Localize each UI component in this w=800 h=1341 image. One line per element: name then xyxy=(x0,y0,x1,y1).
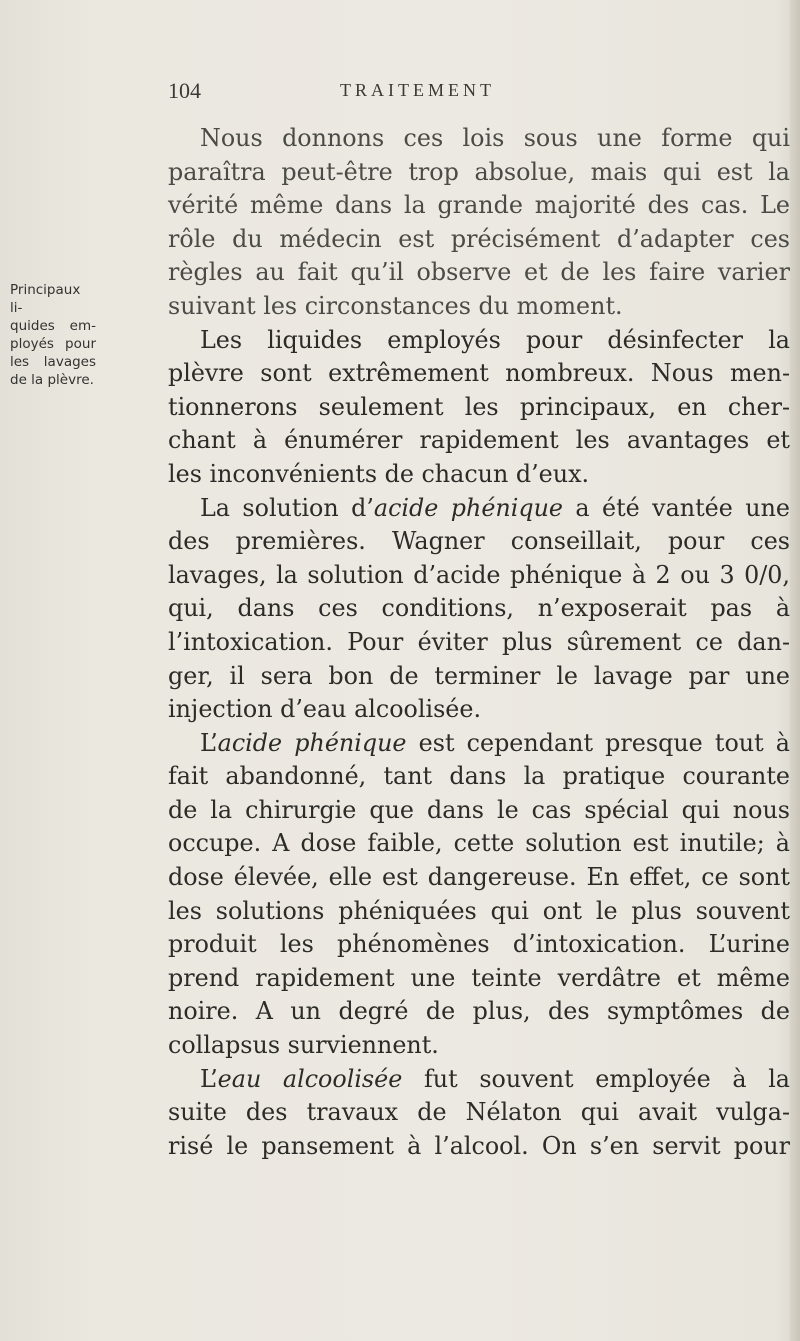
margin-note xyxy=(10,281,96,389)
margin-note-line: Principaux li- xyxy=(10,282,81,316)
text-line xyxy=(168,492,790,526)
page-number: 104 xyxy=(168,78,201,103)
text-line: Nous donnons ces lois sous une forme qui xyxy=(200,124,790,152)
text-line: les inconvénients de chacun d’eux. xyxy=(168,459,590,488)
text-run: fut souvent employée à la xyxy=(402,1064,790,1093)
text-line: lavages, la solution d’acide phénique à 2 ou 3 0/0, xyxy=(168,560,790,589)
text-run: L’ xyxy=(200,1064,218,1093)
italic-term: acide phénique xyxy=(217,728,407,757)
text-line: de la chirurgie que dans le cas spécial qui nous xyxy=(168,795,790,824)
text-line: injection d’eau alcoolisée. xyxy=(168,695,482,724)
text-line: Les liquides employés pour désinfecter la xyxy=(200,325,790,354)
text-line: risé le pansement à l’alcool. On s’en servit pour xyxy=(168,1131,790,1160)
text-run: est cependant presque tout à xyxy=(406,728,790,757)
text-line: paraîtra peut-être trop absolue, mais qui est la xyxy=(168,157,790,186)
text-run: a été vantée une xyxy=(563,493,790,522)
italic-term: eau alcoolisée xyxy=(217,1064,403,1093)
text-line: plèvre sont extrêmement nombreux. Nous men- xyxy=(168,359,790,388)
text-line: fait abandonné, tant dans la pratique courante xyxy=(168,762,790,791)
margin-note-line: de la plèvre. xyxy=(10,372,94,388)
text-line: produit les phénomènes d’intoxication. L’urine xyxy=(168,930,790,959)
text-line: l’intoxication. Pour éviter plus sûrement ce dan- xyxy=(168,627,790,656)
text-line: chant à énumérer rapidement les avantages et xyxy=(168,426,790,455)
body-text xyxy=(168,122,790,1163)
text-line: ger, il sera bon de terminer le lavage par une xyxy=(168,661,790,690)
text-run: La solution d’ xyxy=(200,493,374,522)
margin-note-line: quides em- xyxy=(10,318,96,334)
page-edge xyxy=(790,0,800,1341)
text-line: dose élevée, elle est dangereuse. En effet, ce sont xyxy=(168,863,790,892)
text-line: vérité même dans la grande majorité des cas. Le xyxy=(168,191,790,220)
text-line xyxy=(168,727,790,761)
italic-term: acide phénique xyxy=(373,493,563,522)
text-line: tionnerons seulement les principaux, en cher- xyxy=(168,392,790,421)
text-run: L’ xyxy=(200,728,218,757)
text-line: suite des travaux de Nélaton qui avait vulga- xyxy=(168,1098,790,1127)
text-line: suivant les circonstances du moment. xyxy=(168,291,623,320)
text-line xyxy=(168,1063,790,1097)
text-line: des premières. Wagner conseillait, pour ces xyxy=(168,527,790,556)
text-line: les solutions phéniquées qui ont le plus souvent xyxy=(168,896,790,925)
text-line: prend rapidement une teinte verdâtre et même xyxy=(168,963,790,992)
text-line: collapsus surviennent. xyxy=(168,1031,439,1060)
text-line: noire. A un degré de plus, des symptômes de xyxy=(168,997,790,1026)
margin-note-line: les lavages xyxy=(10,354,96,370)
text-line: qui, dans ces conditions, n’exposerait pas à xyxy=(168,594,790,623)
text-line: rôle du médecin est précisément d’adapter ces xyxy=(168,224,790,253)
text-line: règles au fait qu’il observe et de les faire varier xyxy=(168,258,790,287)
margin-note-line: ployés pour xyxy=(10,336,96,352)
page-header xyxy=(168,78,792,108)
running-head: TRAITEMENT xyxy=(340,80,495,100)
text-line: occupe. A dose faible, cette solution est inutile; à xyxy=(168,829,790,858)
